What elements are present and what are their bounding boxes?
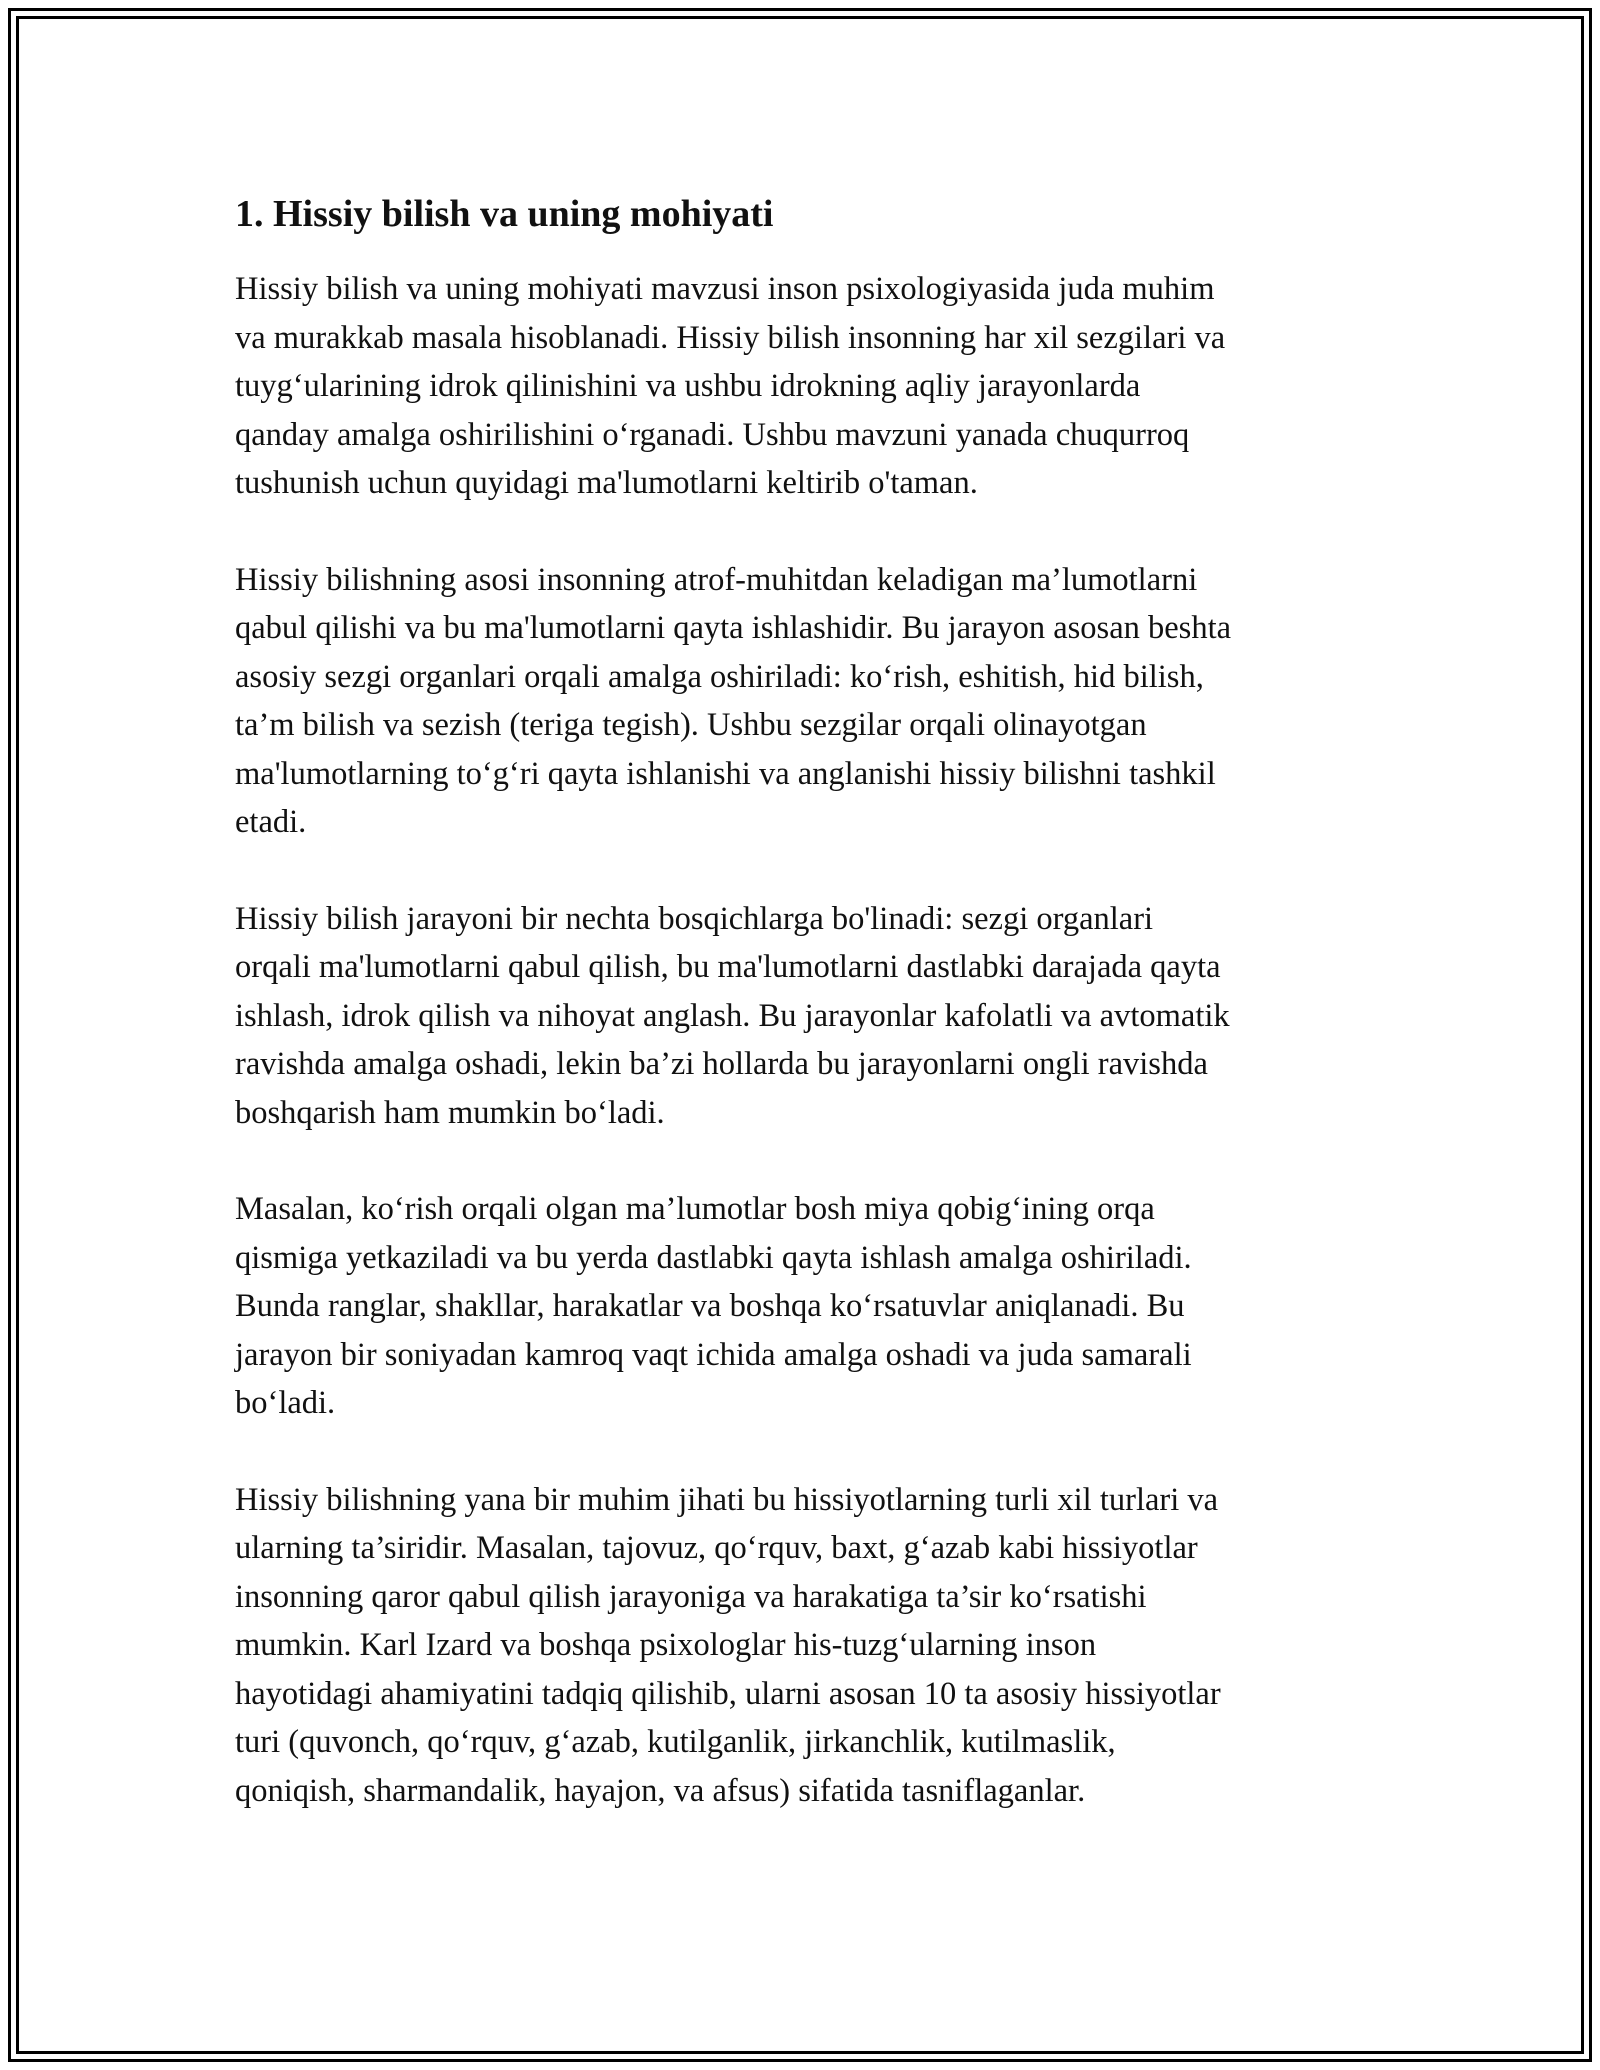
paragraph-line: qanday amalga oshirilishini o‘rganadi. Ushbu mavzuni yanada chuqurroq [235,416,1190,453]
paragraph-line: Hissiy bilishning yana bir muhim jihati bu hissiyotlarning turli xil turlari va [235,1481,1219,1518]
paragraph-line: qabul qilishi va bu ma'lumotlarni qayta ishlashidir. Bu jarayon asosan beshta [235,610,1232,646]
paragraph-line: insonning qaror qabul qilish jarayoniga va harakatiga ta’sir ko‘rsatishi [235,1578,1147,1615]
paragraph-line: ravishda amalga oshadi, lekin ba’zi hollarda bu jarayonlarni ongli ravishda [235,1046,1208,1082]
paragraph-line: Hissiy bilishning asosi insonning atrof-muhitdan keladigan ma’lumotlarni [235,561,1198,598]
paragraph-line: qoniqish, sharmandalik, hayajon, va afsus) sifatida tasniflaganlar. [235,1772,1086,1809]
paragraph-line: turi (quvonch, qo‘rquv, g‘azab, kutilganlik, jirkanchlik, kutilmaslik, [235,1724,1116,1760]
paragraph-line: ularning ta’siridir. Masalan, tajovuz, qo‘rquv, baxt, g‘azab kabi hissiyotlar [235,1530,1198,1566]
paragraph-line: mumkin. Karl Izard va boshqa psixologlar his-tuzg‘ularning inson [235,1627,1097,1663]
paragraph-2 [235,556,1375,847]
paragraph-line: orqali ma'lumotlarni qabul qilish, bu ma'lumotlarni dastlabki darajada qayta [235,949,1221,985]
paragraph-line: hayotidagi ahamiyatini tadqiq qilishib, ularni asosan 10 ta asosiy hissiyotlar [235,1675,1221,1712]
paragraph-line: asosiy sezgi organlari orqali amalga oshiriladi: ko‘rish, eshitish, hid bilish, [235,658,1204,695]
paragraph-5 [235,1476,1375,1816]
paragraph-line: Hissiy bilish jarayoni bir nechta bosqichlarga bo'linadi: sezgi organlari [235,900,1154,937]
paragraph-line: Masalan, ko‘rish orqali olgan ma’lumotlar bosh miya qobig‘ining orqa [235,1191,1155,1227]
paragraph-4 [235,1185,1375,1428]
paragraph-line: qismiga yetkaziladi va bu yerda dastlabki qayta ishlash amalga oshiriladi. [235,1239,1192,1276]
paragraph-list [235,265,1375,1815]
paragraph-3 [235,895,1375,1138]
section-heading: 1. Hissiy bilish va uning mohiyati [235,193,774,235]
paragraph-line: bo‘ladi. [235,1385,336,1421]
paragraph-line: tushunish uchun quyidagi ma'lumotlarni keltirib o'taman. [235,465,978,501]
paragraph-line: etadi. [235,804,307,840]
paragraph-line: ma'lumotlarning to‘g‘ri qayta ishlanishi va anglanishi hissiy bilishni tashkil [235,755,1216,792]
paragraph-line: boshqarish ham mumkin bo‘ladi. [235,1094,665,1131]
paragraph-line: Hissiy bilish va uning mohiyati mavzusi inson psixologiyasida juda muhim [235,271,1215,307]
paragraph-line: Bunda ranglar, shakllar, harakatlar va boshqa ko‘rsatuvlar aniqlanadi. Bu [235,1288,1185,1324]
paragraph-line: jarayon bir soniyadan kamroq vaqt ichida amalga oshadi va juda samarali [235,1336,1192,1373]
paragraph-line: tuyg‘ularining idrok qilinishini va ushbu idrokning aqliy jarayonlarda [235,368,1141,404]
paragraph-line: ta’m bilish va sezish (teriga tegish). Ushbu sezgilar orqali olinayotgan [235,707,1147,743]
paragraph-1 [235,265,1375,508]
document-body [235,183,1375,1863]
paragraph-line: ishlash, idrok qilish va nihoyat anglash. Bu jarayonlar kafolatli va avtomatik [235,997,1230,1034]
paragraph-line: va murakkab masala hisoblanadi. Hissiy bilish insonning har xil sezgilari va [235,319,1226,356]
